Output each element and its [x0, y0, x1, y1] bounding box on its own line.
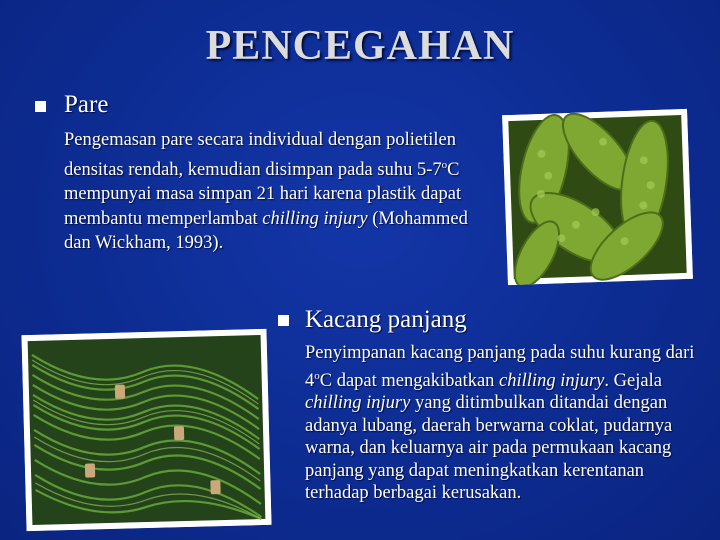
- text-segment: yang ditimbulkan ditandai dengan adanya lubang, daerah berwarna coklat, pudarnya warna, dan keluarnya air pada permukaan kacang panjang yang dapat meningkatkan kerentanan terhadap berbagai kerusakan.: [305, 393, 673, 504]
- bullet-icon: [278, 315, 289, 326]
- bullet-icon: [35, 101, 46, 112]
- text-segment: (Mohammed dan Wickham, 1993).: [64, 208, 468, 254]
- bitter-gourd-image: [502, 109, 693, 285]
- superscript: o: [441, 158, 448, 171]
- text-segment: Pengemasan pare secara individual dengan polietilen densitas rendah, kemudian disimpan pada suhu 5-7: [64, 130, 456, 180]
- italic-term: chilling injury: [305, 393, 411, 414]
- section-heading-kacang-panjang: Kacang panjang: [305, 306, 467, 333]
- section-text-pare: [64, 128, 494, 256]
- bean-photo: [21, 329, 271, 531]
- section-heading-pare: Pare: [64, 91, 109, 118]
- text-segment: C mempunyai masa simpan 21 hari karena plastik dapat membantu memperlambat: [64, 159, 462, 229]
- superscript: o: [314, 369, 320, 382]
- italic-term: chilling injury: [262, 208, 368, 229]
- section-text-kacang-panjang: [305, 342, 697, 505]
- text-segment: C dapat mengakibatkan: [319, 370, 500, 391]
- slide-title: PENCEGAHAN: [205, 23, 515, 69]
- italic-term: chilling injury: [499, 370, 605, 391]
- text-segment: . Gejala: [604, 370, 662, 391]
- long-bean-image: [21, 329, 271, 531]
- pare-photo: [502, 109, 693, 285]
- text-segment: Penyimpanan kacang panjang pada suhu kurang dari 4: [305, 343, 695, 391]
